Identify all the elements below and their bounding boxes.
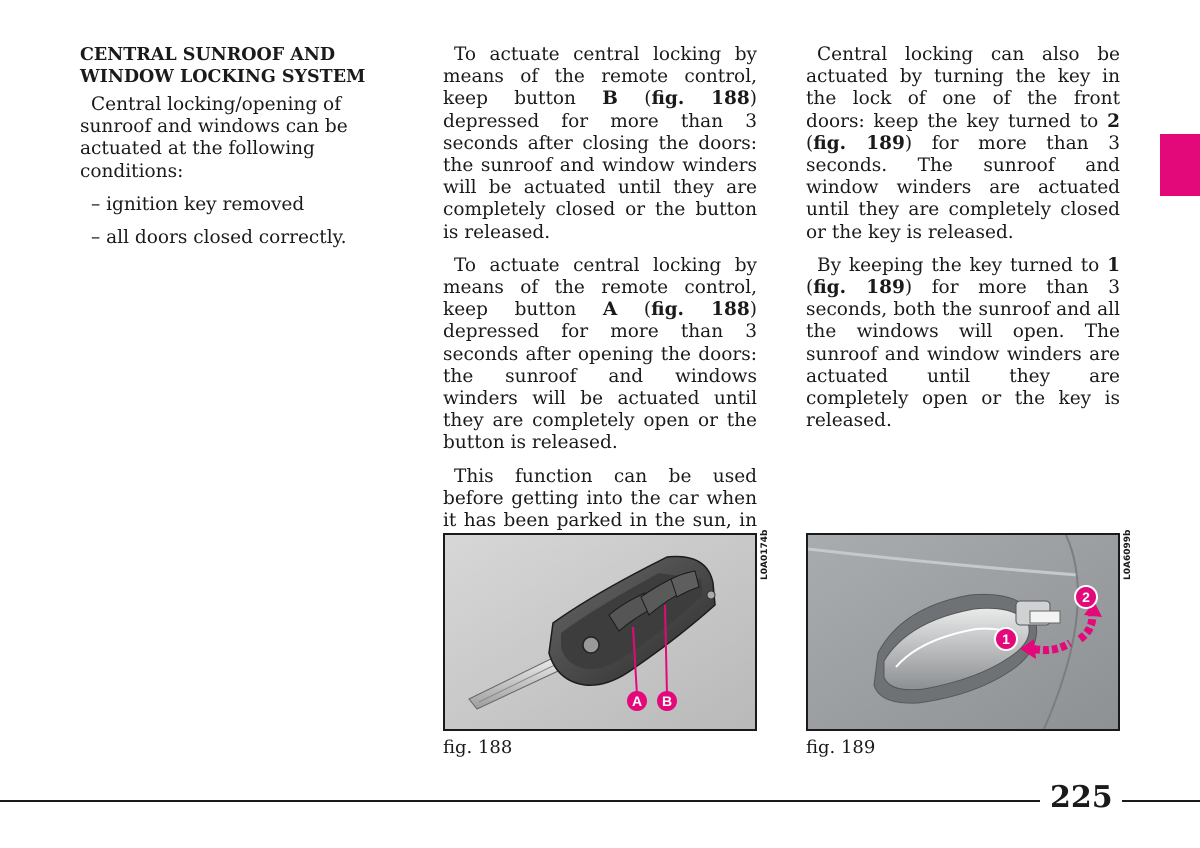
key-release-button — [583, 637, 599, 653]
figure-188 — [443, 533, 757, 731]
column-1 — [80, 44, 398, 260]
section-thumb-tab — [1160, 134, 1200, 196]
page-number: 225 — [1050, 780, 1113, 815]
fig-188-ref: fig. 188 — [651, 299, 750, 321]
door-handle-illustration — [808, 535, 1118, 729]
text-run: ) for more than 3 seconds, both the sunroof and all the windows will open. The sunroof and window winders are actuated until they are completely open or the key is released. — [806, 277, 1120, 432]
text-run: ) depressed for more than 3 seconds after opening the doors: the sunroof and windows winders will be actuated until they are completely open or the button is released. — [443, 299, 757, 454]
remote-open-paragraph — [443, 255, 757, 455]
text-run: ) for more than 3 seconds. The sunroof and window winders are actuated until they are completely closed or the key is released. — [806, 132, 1120, 243]
text-run: To actuate central locking by means of the remote control, keep button — [443, 44, 757, 110]
column-2 — [443, 44, 757, 588]
intro-paragraph: Central locking/opening of sunroof and windows can be actuated at the following conditions: — [80, 94, 348, 182]
inserted-key — [1030, 611, 1060, 623]
text-run: ( — [806, 132, 814, 154]
condition-item-2: – all doors closed correctly. — [91, 227, 347, 249]
text-run: ( — [617, 299, 652, 321]
fig-189-ref: fig. 189 — [813, 277, 905, 299]
text-run: Central locking can also be actuated by turning the key in the lock of one of the front doors: keep the key turned to — [806, 44, 1120, 132]
fig-188-ref: fig. 188 — [651, 88, 750, 110]
figure-189 — [806, 533, 1120, 731]
heading-line-1: CENTRAL SUNROOF AND — [80, 45, 335, 65]
text-run: ( — [806, 277, 814, 299]
footer-rule-left — [0, 800, 1040, 802]
condition-item-1: – ignition key removed — [91, 193, 305, 215]
text-run: By keeping the key turned to — [817, 254, 1108, 276]
key-close-paragraph — [806, 44, 1120, 244]
label-b: B — [661, 693, 673, 709]
position-2-ref: 2 — [1107, 110, 1120, 132]
label-2: 2 — [1082, 589, 1090, 605]
fig-188-caption: fig. 188 — [443, 737, 513, 758]
fig-189-ref: fig. 189 — [813, 132, 905, 154]
fig-188-code: L0A0174b — [760, 529, 770, 580]
remote-close-paragraph — [443, 44, 757, 244]
text-run: ) depressed for more than 3 seconds after closing the doors: the sunroof and window winders will be actuated until they are completely closed or the button is released. — [443, 88, 757, 243]
remote-key-illustration — [445, 535, 755, 729]
key-open-paragraph — [806, 255, 1120, 433]
position-1-ref: 1 — [1107, 254, 1120, 276]
fig-189-caption: fig. 189 — [806, 737, 876, 758]
label-a: A — [631, 693, 643, 709]
fig-189-code: L0A6099b — [1123, 529, 1133, 580]
column-3 — [806, 44, 1120, 443]
footer-rule-right — [1122, 800, 1200, 802]
section-heading — [80, 44, 398, 88]
aerate-paragraph: This function can be used before getting into the car when it has been parked in the sun, in — [443, 465, 757, 532]
text-run: ( — [617, 88, 652, 110]
text-run: To actuate central locking by means of the remote control, keep button — [443, 254, 757, 321]
label-1: 1 — [1002, 631, 1010, 647]
heading-line-2: WINDOW LOCKING SYSTEM — [80, 67, 366, 87]
button-a-ref: A — [602, 299, 618, 321]
button-b-ref: B — [602, 88, 618, 110]
